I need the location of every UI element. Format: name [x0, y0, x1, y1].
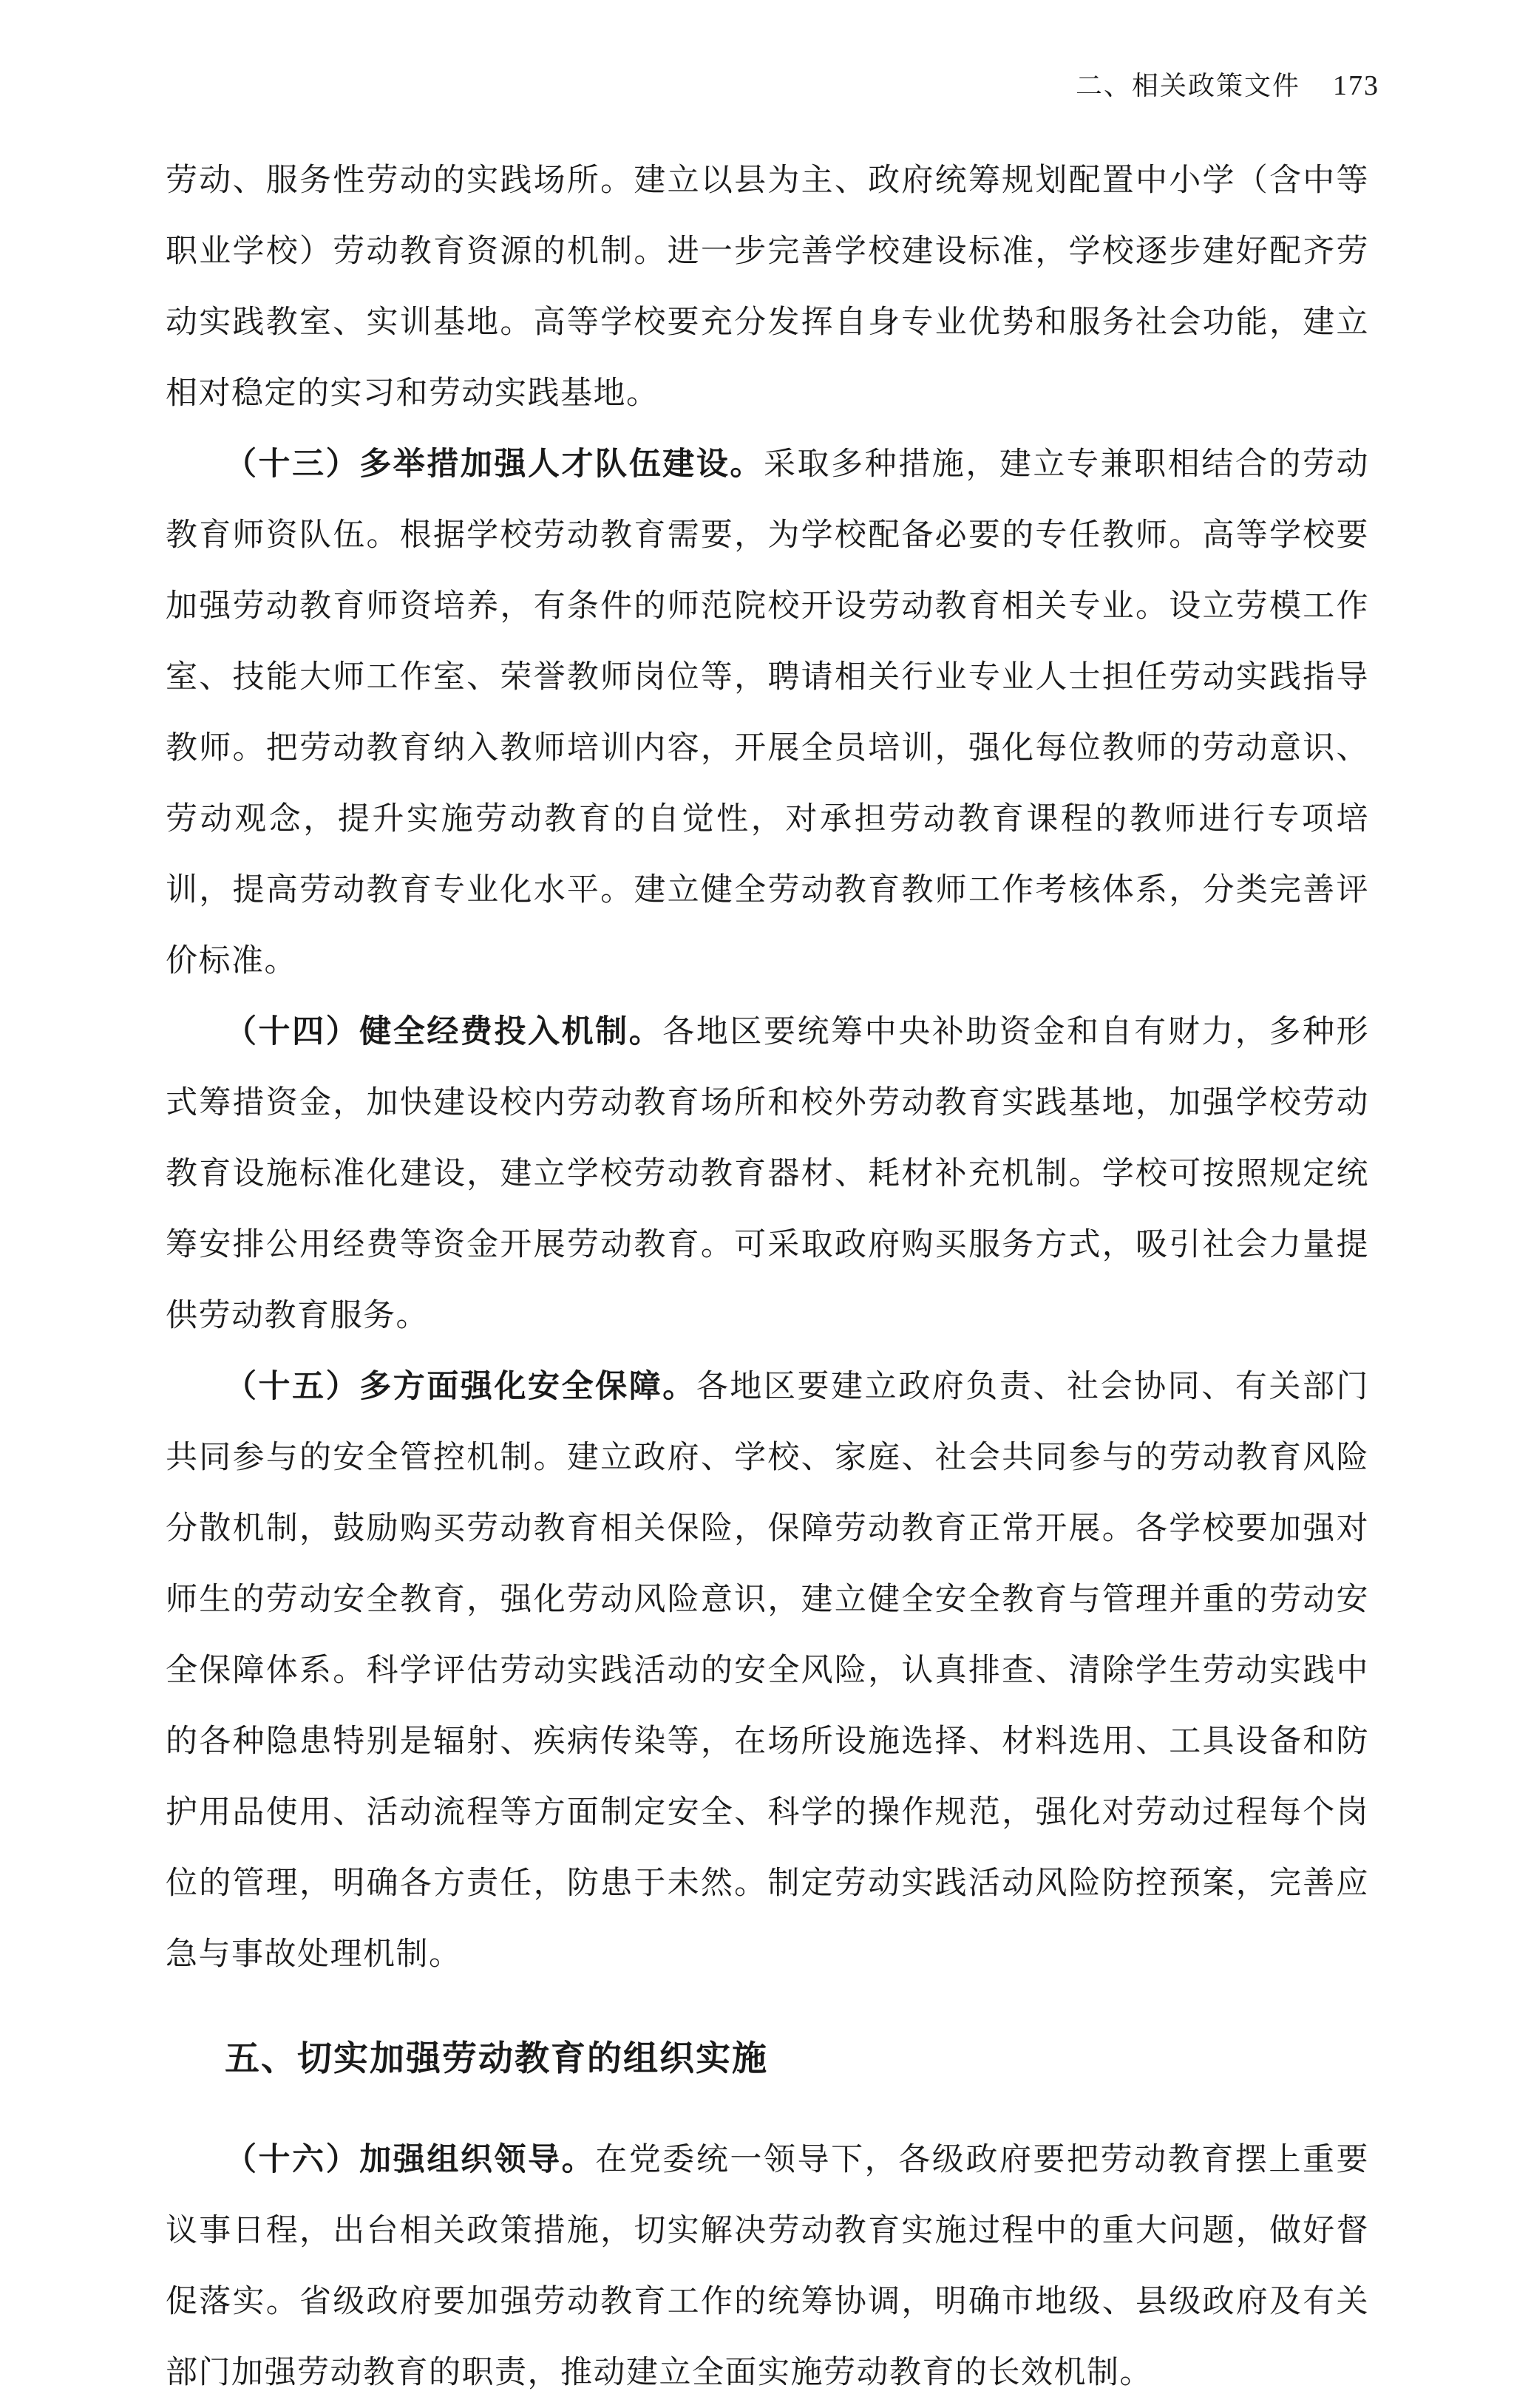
- section-heading: 五、切实加强劳动教育的组织实施: [225, 2038, 768, 2079]
- body-text: [166, 145, 1369, 2408]
- paragraph-text: 在党委统一领导下，各级政府要把劳动教育摆上重要议事日程，出台相关政策措施，切实解决劳动教育实施过程中的重大问题，做好督促落实。省级政府要加强劳动教育工作的统筹协调，明确市地级、县级政府及有关部门加强劳动教育的职责，推动建立全面实施劳动教育的长效机制。: [166, 2141, 1370, 2391]
- paragraph-text: 各地区要统筹中央补助资金和自有财力，多种形式筹措资金，加快建设校内劳动教育场所和校外劳动教育实践基地，加强学校劳动教育设施标准化建设，建立学校劳动教育器材、耗材补充机制。学校可按照规定统筹安排公用经费等资金开展劳动教育。可采取政府购买服务方式，吸引社会力量提供劳动教育服务。: [166, 1013, 1370, 1334]
- paragraph-lead-13: （十三）多举措加强人才队伍建设。: [225, 446, 764, 483]
- paragraph-lead-16: （十六）加强组织领导。: [225, 2141, 596, 2178]
- paragraph-text: 采取多种措施，建立专兼职相结合的劳动教育师资队伍。根据学校劳动教育需要，为学校配备必要的专任教师。高等学校要加强劳动教育师资培养，有条件的师范院校开设劳动教育相关专业。设立劳模工作室、技能大师工作室、荣誉教师岗位等，聘请相关行业专业人士担任劳动实践指导教师。把劳动教育纳入教师培训内容，开展全员培训，强化每位教师的劳动意识、劳动观念，提升实施劳动教育的自觉性，对承担劳动教育课程的教师进行专项培训，提高劳动教育专业化水平。建立健全劳动教育教师工作考核体系，分类完善评价标准。: [166, 446, 1370, 979]
- paragraph-lead-15: （十五）多方面强化安全保障。: [225, 1368, 696, 1405]
- paragraph-16: [166, 2124, 1369, 2408]
- paragraph-continued: [166, 145, 1369, 429]
- page-number: 173: [1333, 70, 1379, 101]
- paragraph-text: 劳动、服务性劳动的实践场所。建立以县为主、政府统筹规划配置中小学（含中等职业学校）劳动教育资源的机制。进一步完善学校建设标准，学校逐步建好配齐劳动实践教室、实训基地。高等学校要充分发挥自身专业优势和服务社会功能，建立相对稳定的实习和劳动实践基地。: [166, 162, 1369, 412]
- paragraph-lead-14: （十四）健全经费投入机制。: [225, 1013, 663, 1050]
- paragraph-15: [166, 1351, 1369, 1990]
- running-header: [1076, 68, 1379, 104]
- paragraph-13: [166, 429, 1369, 996]
- paragraph-text: 各地区要建立政府负责、社会协同、有关部门共同参与的安全管控机制。建立政府、学校、家庭、社会共同参与的劳动教育风险分散机制，鼓励购买劳动教育相关保险，保障劳动教育正常开展。各学校要加强对师生的劳动安全教育，强化劳动风险意识，建立健全安全教育与管理并重的劳动安全保障体系。科学评估劳动实践活动的安全风险，认真排查、清除学生劳动实践中的各种隐患特别是辐射、疾病传染等，在场所设施选择、材料选用、工具设备和防护用品使用、活动流程等方面制定安全、科学的操作规范，强化对劳动过程每个岗位的管理，明确各方责任，防患于未然。制定劳动实践活动风险防控预案，完善应急与事故处理机制。: [166, 1368, 1370, 1973]
- header-section-title: 二、相关政策文件: [1075, 71, 1300, 101]
- paragraph-14: [166, 996, 1369, 1351]
